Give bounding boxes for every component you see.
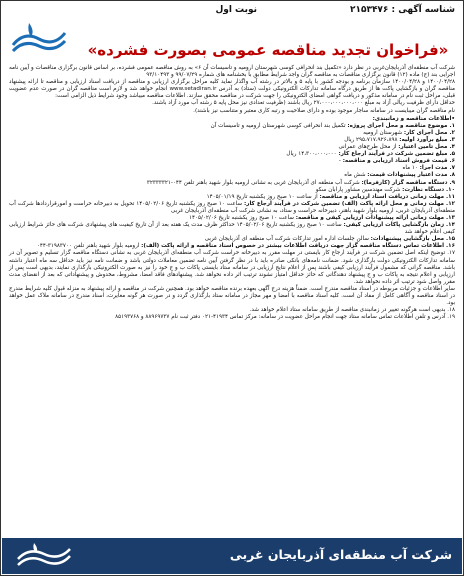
section-heading: •اطلاعات مناقصه و زمانبندی:	[372, 115, 455, 122]
intro-paragraph: ۱۴۰۰/۰۴/۲۸ و ۱۴۰۰/۰۴/۲۸ سازمان برنامه و بودجه کشور با پایه ۵ و بالاتر در رشته آب واگذار نماید کلیه مراحل برگزاری ارزیابی و مناقصه از دریافت اسناد ارزیابی و مناقصه تا ارائه پیشنهاد مناقصه گران و بازگشایی پاکت ها از طریق درگاه سامانه تدارکات الکترونیکی دولت (ستاد) به آدرس www.setadiran.ir انجام خواهد شد و لازم است مناقصه گران در صورت عدم عضویت قبلی، مراحل ثبت نام در سامانه مذکور و دریافت گواهی امضای الکترونیکی را جهت شرکت در مناقصه محقق سازند. اطلاعات مناقصه میباشد وجود شرایط ذیل الزامی است:	[9, 79, 455, 100]
round-label: نوبت اول	[215, 5, 257, 15]
footer-banner	[2, 538, 462, 574]
intro-paragraph: نام مناقصه گران میبایست در سامانه ساجار موجود بوده و دارای صلاحیت و رتبه کاری معتبر و متناسب نیز باشند).	[193, 107, 455, 114]
company-name: شرکت آب منطقه‌ای آذربایجان غربی	[229, 547, 452, 562]
schedule-item: ۵. مبلغ تضمین شرکت در فرآیند ارجاع کار: ۱۴،۳۰۰،۰۰۰،۰۰۰ ریال	[286, 151, 455, 158]
water-company-logo-icon	[9, 19, 69, 59]
schedule-item: ۱۳. مهلت زمانی ارائه پیشنهادات ارزیابی کیفی و مناقصه: ساعت ۱۰ صبح روز یکشنبه تاریخ ۱۴۰۵/۰۲/۰۶	[188, 214, 455, 221]
schedule-item: ۶. قیمت فروش اسناد ارزیابی و مناقصه: -	[338, 158, 455, 165]
ad-number: شناسه آگهی : ۲۱۵۳۴۷۶	[349, 5, 455, 15]
schedule-item: ۱۵. محل بازگشایی پیشنهادات: سالن جلسات اداره امور تدارکات شرکت آب منطقه ای آذربایجان غربی	[204, 236, 455, 243]
schedule-item: ۷. مدت اجرا: ۱۰ ماه	[402, 165, 455, 172]
schedule-item: ۴. محل تامین اعتبار: از محل طرح‌های عمرانی	[338, 144, 455, 151]
note-paragraph: ۱۷. توضیح اینکه اصل تضمین شرکت در فرآیند ارجاع کار بایستی در مهلت مقرر به دبیرخانه حراست شرکت آب منطقه‌ای آذربایجان غربی به نشانی دستگاه مناقصه گزار تسلیم و تصویر آن در سامانه تدارکات الکترونیکی دولت بارگذاری شود. ضمانت نامه‌های بانکی صادره باید با در نظر گرفتن آیین نامه تضمین معاملات دولتی باشد و ضمانت نامه نیز باید حداقل سه ماه اعتبار داشته باشد. مناقصه گرانی که مشمول فرآیند ارزیابی کیفی باشند پس از اعلام نتایج ارزیابی در سامانه ستاد بایستی پاکات ب و ج خود را نیز به صورت الکترونیکی بارگذاری نمایند، بدیهی است پس از ارزیابی و اعلام نتیجه به پاکات ب و ج پیشنهاد دهندگانی که حائز حداقل امتیاز نشوند ترتیب اثر داده نخواهد شد. پیشنهادهای فاقد امضا، مشروط، مخدوش و پیشنهاداتی که بعد از انقضای مدت مقرر واصل شود ترتیب اثر داده نخواهد شد.	[9, 250, 455, 285]
schedule-item: ۱۲. مهلت زمانی و محل ارائه پاکت (الف) تضمین شرکت در فرآیند ارجاع کار: ساعت ۱۰ صبح روز یکشنبه تاریخ ۱۴۰۵/۰۲/۰۶ تحویل به دبیرخانه حراست و امورقراردادها شرکت آب منطقه‌ای آذربایجان غربی، ارومیه بلوار شهید باهنر، دبیرخانه حراست و ستاد، به نشانی شرکت آب منطقه‌ای آذربایجان غربی	[9, 200, 456, 214]
schedule-item: ۱۶. اطلاعات تماس دستگاه مناقصه گزار جهت دریافت اطلاعات بیشتر در خصوص اسناد مناقصه و ارائه پاکت (الف): ارومیه بلوار شهید باهنر تلفن ۳۱۹۸۳۷۰۰-۰۴۴	[36, 243, 455, 250]
header-bar	[7, 5, 457, 19]
schedule-item: ۲. محل اجرای کار: شهرستان ارومیه	[363, 129, 455, 136]
schedule-item: ۱۰. دستگاه نظارت: شرکت مهندسین مشاور پارابان سکو	[315, 186, 455, 193]
schedule-item: ۱۱. مهلت زمانی دریافت اسناد ارزیابی و مناقصه: از ساعت ۱۰ صبح روز یکشنبه تاریخ ۱۴۰۵/۰۱/۱۹	[206, 193, 455, 200]
intro-paragraph: شرکت آب منطقه‌ای آذربایجان‌غربی در نظر دارد «تکمیل بند انحرافی کوسی شهرستان ارومیه و تاسیسات آن ۶» به روش مناقصه عمومی فشرده، بر اساس قانون برگزاری مناقصات و آیین نامه اجرایی بند (ج) ماده (۱۲) قانون برگزاری مناقصات به مناقصه گران واجد شرایط مطابق با بخشنامه های شماره ۹۹/۰۷/۲۹ و ۹۳/۱۰۴۹۳	[9, 65, 455, 79]
schedule-item: ۳. مبلغ برآورد اولیه: ۲۹۵،۷۱۷،۹۲۶،۸۹۸ ریال	[344, 136, 455, 143]
notice-title: «فراخوان تجدید مناقصه عمومی بصورت فشرده»	[87, 41, 449, 59]
schedule-item: ۸. مدت اعتبار پیشنهادات قیمت: شش ماه	[344, 172, 455, 179]
notice-body	[9, 65, 455, 321]
schedule-item: ۹. دستگاه مناقصه گزار (کارفرما): شرکت آب منطقه ای آذربایجان غربی به نشانی ارومیه بلوار شهید باهنر تلفن ۰۴۴-۳۲۳۳۳۳۲۱	[146, 179, 455, 186]
water-company-logo-icon	[14, 541, 74, 571]
schedule-item: ۱. موضوع مناقصه و محل اجرای پروژه: تکمیل بند انحرافی کوسی شهرستان ارومیه و تاسیسات آن	[210, 122, 455, 129]
intro-paragraph: حداقل دارای ظرفیت ریالی آزاد به مبلغ ۲۷،۰۰۰،۰۰۰،۰۰۰،۰۰۰ ریال باشند (ظرفیت تعدادی نیز محل پایه ۵ رشته آب مورد آزاد باشند.	[152, 100, 455, 107]
schedule-item: ۱۴. زمان بازگشایی پاکات ارزیابی کیفی: ساعت ۱۰ صبح روز یکشنبه تاریخ ۱۴۰۵/۰۲/۰۶ حداکثر ظرف مدت یک هفته بعد از آن تاریخ کیفیت های پیشنهادی شرکت های حائز شرایط ارزیابی کیفی اعلام خواهد شد	[9, 222, 455, 236]
note-paragraph: ۱۸. بدیهی است هرگونه تغییر در زمانبندی مناقصه از طریق سامانه ستاد اعلام خواهد شد.	[249, 307, 455, 314]
note-paragraph: ۱۹. آدرس و تلفن اطلاعات تماس سامانه ستاد جهت انجام مراحل عضویت در سامانه: مرکز تماس ۴۱۹۳۴-۰۲۱ دفتر ثبت نام ۸۸۹۶۹۷۳۷ و ۸۵۱۹۳۷۶۸	[115, 314, 455, 321]
note-paragraph: سایر اطلاعات و جزئیات مربوطه در اسناد مناقصه مندرج است. ضمناً هزینه درج آگهی بعهده برنده مناقصه خواهد بود. همچنین شرکت در مناقصه و ارائه پیشنهاد به منزله قبول کلیه شرایط مندرج در اسناد مناقصه و آگاهی کامل از مفاد آن است. کلیه اسناد مناقصه با امضا و مهر مجاز در سامانه ستاد بارگذاری گردد و در صورت هر گونه مغایرت، اسناد مندرج در سامانه ملاک عمل خواهد بود.	[9, 285, 455, 307]
